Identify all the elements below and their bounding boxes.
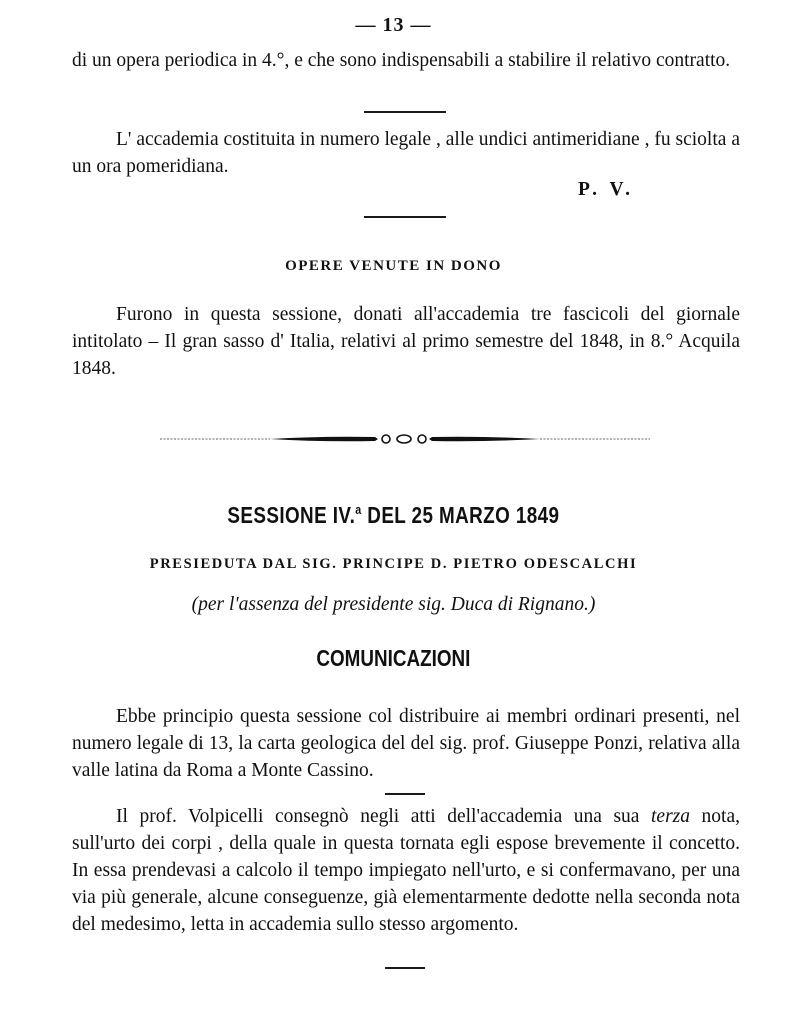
paragraph-adjournment: L' accademia costituita in numero legale , alle undici antimeridiane , fu sciolta a un ora pomeridiana.: [72, 129, 740, 177]
signature: P. V.: [578, 179, 634, 200]
divider-rule: [364, 216, 446, 218]
paragraph-volpicelli: Il prof. Volpicelli consegnò negli atti dell'accademia una sua terza nota, sull'urto dei corpi , della quale in questa tornata egli espose brevemente il concetto. In essa prendevasi a calcolo il tempo impiegato nell'urto, e si confermavano, per una via più generale, alcune conseguenze, già elementarmente dedotte nella seconda nota del medesimo, letta in accademia sullo stesso argomento.: [72, 806, 740, 935]
session-title: SESSIONE IV.$^a$ DEL 25 MARZO 1849: [227, 502, 560, 528]
paragraph-geological-map: Ebbe principio questa sessione col distribuire ai membri ordinari presenti, nel numero legale di 13, la carta geologica del del sig. prof. Giuseppe Ponzi, relativa alla valle latina da Roma a Monte Cassino.: [72, 706, 740, 781]
paragraph-gifts: Furono in questa sessione, donati all'accademia tre fascicoli del giornale intitolato – Il gran sasso d' Italia, relativi al primo semestre del 1848, in 8.° Acquila 1848.: [72, 304, 740, 379]
gifts-heading: OPERE VENUTE IN DONO: [285, 258, 502, 274]
section-heading: COMUNICAZIONI: [316, 645, 471, 671]
divider-rule: [364, 111, 446, 113]
absence-note: (per l'assenza del presidente sig. Duca di Rignano.): [191, 594, 596, 615]
page-number: — 13 —: [355, 14, 432, 36]
italic-word: terza: [651, 806, 690, 827]
ornamental-divider: [160, 428, 650, 450]
paragraph-periodical: di un opera periodica in 4.°, e che sono indispensabili a stabilire il relativo contratto.: [72, 50, 731, 71]
divider-rule: [385, 793, 425, 795]
presided-by: PRESIEDUTA DAL SIG. PRINCIPE D. PIETRO ODESCALCHI: [149, 556, 638, 572]
divider-rule: [385, 967, 425, 969]
